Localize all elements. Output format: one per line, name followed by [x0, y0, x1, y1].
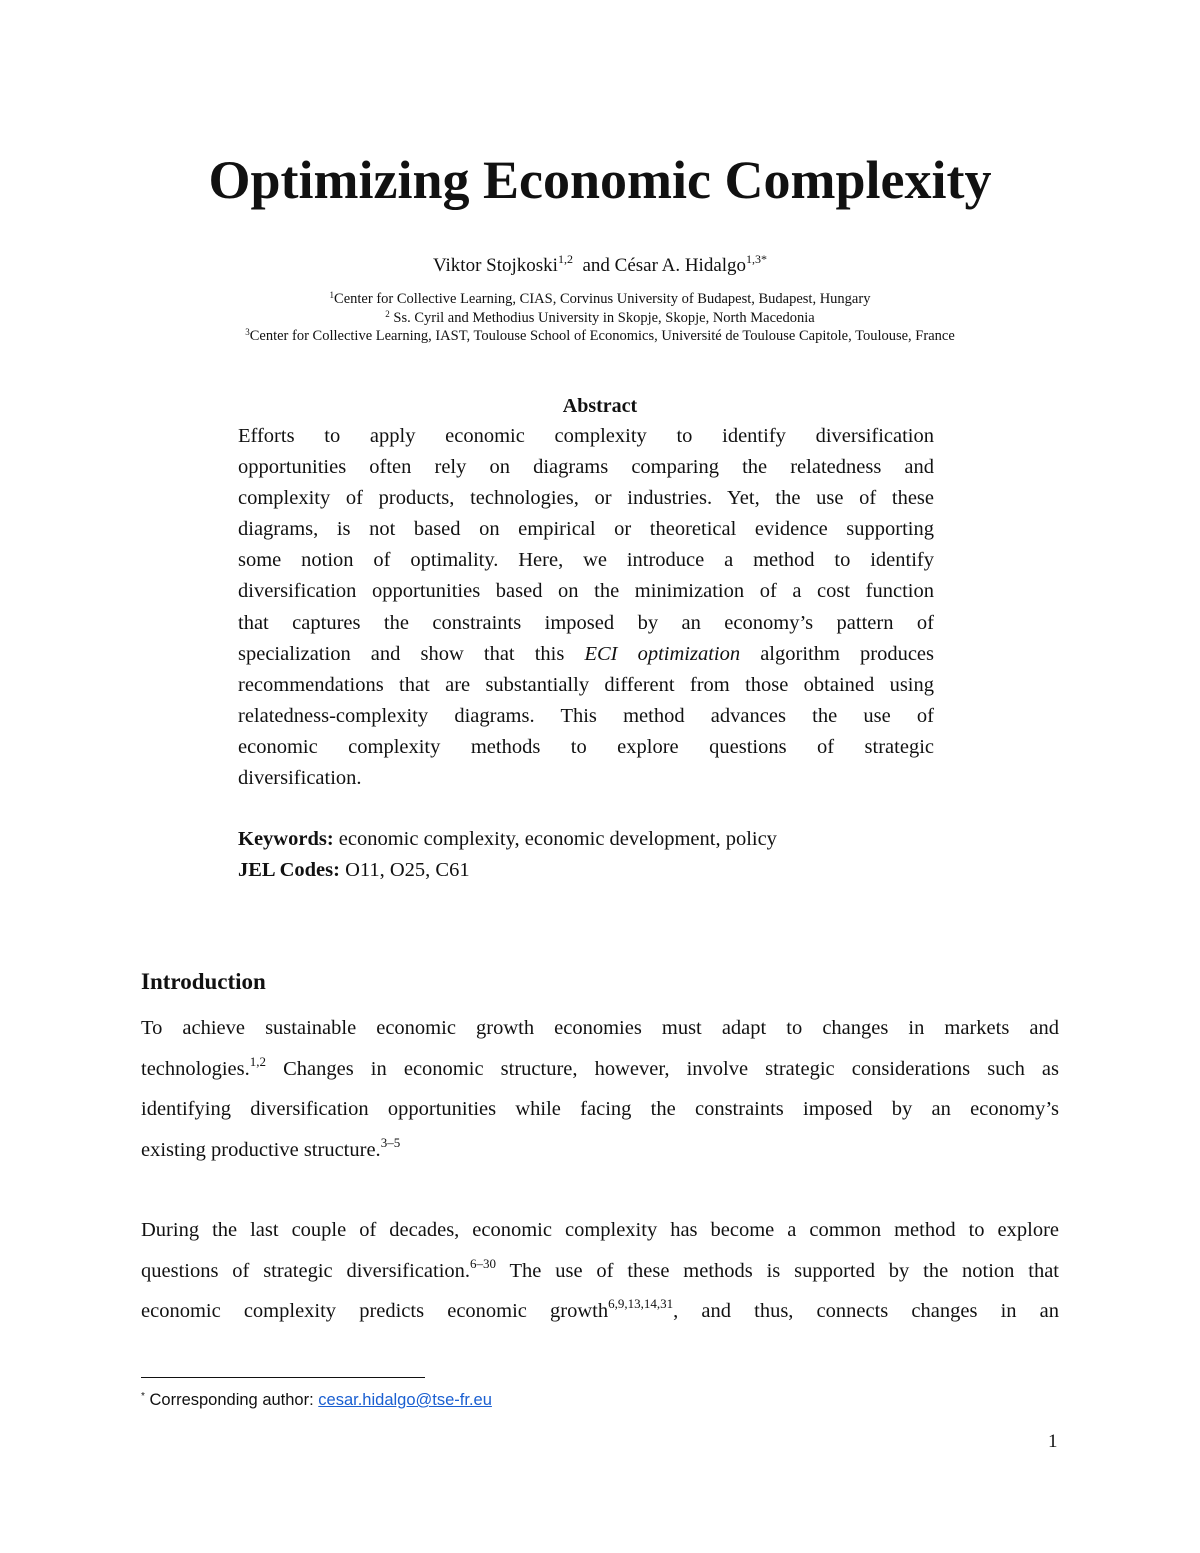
footnote-label: Corresponding author:: [149, 1391, 314, 1409]
affiliation-marker: 1: [329, 290, 335, 300]
affiliation-marker: 2: [385, 308, 390, 319]
affiliation-line: [0, 327, 1200, 346]
abstract-line: diagrams, is not based on empirical or theoretical evidence supporting: [238, 518, 934, 541]
abstract-line: recommendations that are substantially different from those obtained using: [238, 673, 934, 696]
intro-paragraph-2: [141, 1210, 1059, 1332]
footnote: [141, 1388, 492, 1412]
paragraph-line: [141, 1291, 1059, 1332]
affiliation-line: [0, 290, 1200, 309]
email-link[interactable]: cesar.hidalgo@tse-fr.eu: [318, 1391, 492, 1409]
abstract-line: Efforts to apply economic complexity to identify diversification: [238, 425, 934, 447]
section-heading-introduction: Introduction: [141, 969, 266, 994]
paragraph-line: [141, 1049, 1059, 1090]
paragraph-line: identifying diversification opportunities while facing the constraints imposed by an economy’s: [141, 1098, 1059, 1121]
abstract-line: diversification.: [238, 767, 362, 790]
abstract-line: economic complexity methods to explore questions of strategic: [238, 735, 934, 758]
keywords-value: economic complexity, economic development, policy: [338, 828, 777, 850]
paragraph-text: questions of strategic diversification.: [141, 1259, 471, 1282]
citation-marker: 3–5: [380, 1134, 401, 1150]
paragraph-text: existing productive structure.: [141, 1138, 381, 1161]
abstract-line: opportunities often rely on diagrams comparing the relatedness and: [238, 456, 934, 479]
jel-codes-label: JEL Codes:: [238, 859, 340, 881]
keywords-label: Keywords:: [238, 828, 334, 850]
abstract-heading: Abstract: [562, 395, 638, 417]
paper-title: Optimizing Economic Complexity: [208, 150, 992, 210]
affiliation-text: Center for Collective Learning, CIAS, Corvinus University of Budapest, Budapest, Hungary: [334, 291, 871, 307]
abstract-text: algorithm produces: [760, 642, 935, 665]
jel-codes-value: O11, O25, C61: [345, 859, 470, 881]
abstract-text: specialization and show that this: [238, 642, 565, 665]
paragraph-line: To achieve sustainable economic growth economies must adapt to changes in markets and: [141, 1017, 1059, 1039]
paragraph-text: technologies.: [141, 1057, 250, 1080]
author-list: [0, 253, 1200, 279]
author-conjunction: and: [582, 255, 610, 276]
abstract-line: that captures the constraints imposed by an economy’s pattern of: [238, 611, 934, 634]
keywords-block: [238, 824, 958, 886]
abstract-emphasis: ECI optimization: [584, 642, 741, 665]
affiliation-marker: 3: [245, 327, 250, 337]
paragraph-line: [141, 1251, 1059, 1292]
citation-marker: 6–30: [470, 1255, 497, 1271]
jel-codes-line: [238, 855, 958, 886]
paragraph-line: [141, 1130, 1059, 1171]
page-number: 1: [1048, 1431, 1058, 1452]
abstract-line: some notion of optimality. Here, we introduce a method to identify: [238, 549, 934, 572]
intro-paragraph-1: [141, 1008, 1059, 1170]
affiliation-text: Ss. Cyril and Methodius University in Skopje, Skopje, North Macedonia: [393, 309, 815, 326]
citation-marker: 1,2: [249, 1053, 266, 1069]
abstract-line: relatedness-complexity diagrams. This method advances the use of: [238, 704, 934, 727]
paragraph-text: economic complexity predicts economic growth: [141, 1300, 609, 1323]
author-name: César A. Hidalgo: [614, 255, 747, 276]
paragraph-text: The use of these methods is supported by the notion that: [509, 1259, 1060, 1282]
abstract-body: [238, 421, 934, 794]
paragraph-line: During the last couple of decades, economic complexity has become a common method to explore: [141, 1219, 1059, 1241]
author-affiliation-marker: 1,2: [557, 252, 573, 266]
affiliation-list: [0, 290, 1200, 346]
citation-marker: 6,9,13,14,31: [608, 1296, 674, 1312]
abstract-line: [238, 639, 934, 670]
author-name: Viktor Stojkoski: [432, 255, 558, 276]
abstract-line: complexity of products, technologies, or industries. Yet, the use of these: [238, 487, 934, 510]
paragraph-text: , and thus, connects changes in an: [673, 1300, 1060, 1323]
affiliation-text: Center for Collective Learning, IAST, Toulouse School of Economics, Université de Toulouse Capitole, Toulouse, France: [249, 328, 955, 344]
paragraph-text: Changes in economic structure, however, involve strategic considerations such as: [283, 1057, 1059, 1080]
affiliation-line: [0, 309, 1200, 328]
author-affiliation-marker: 1,3*: [746, 252, 768, 266]
footnote-marker: *: [141, 1391, 145, 1402]
footnote-separator: [141, 1377, 425, 1378]
abstract-line: diversification opportunities based on the minimization of a cost function: [238, 580, 934, 603]
keywords-line: [238, 824, 958, 855]
